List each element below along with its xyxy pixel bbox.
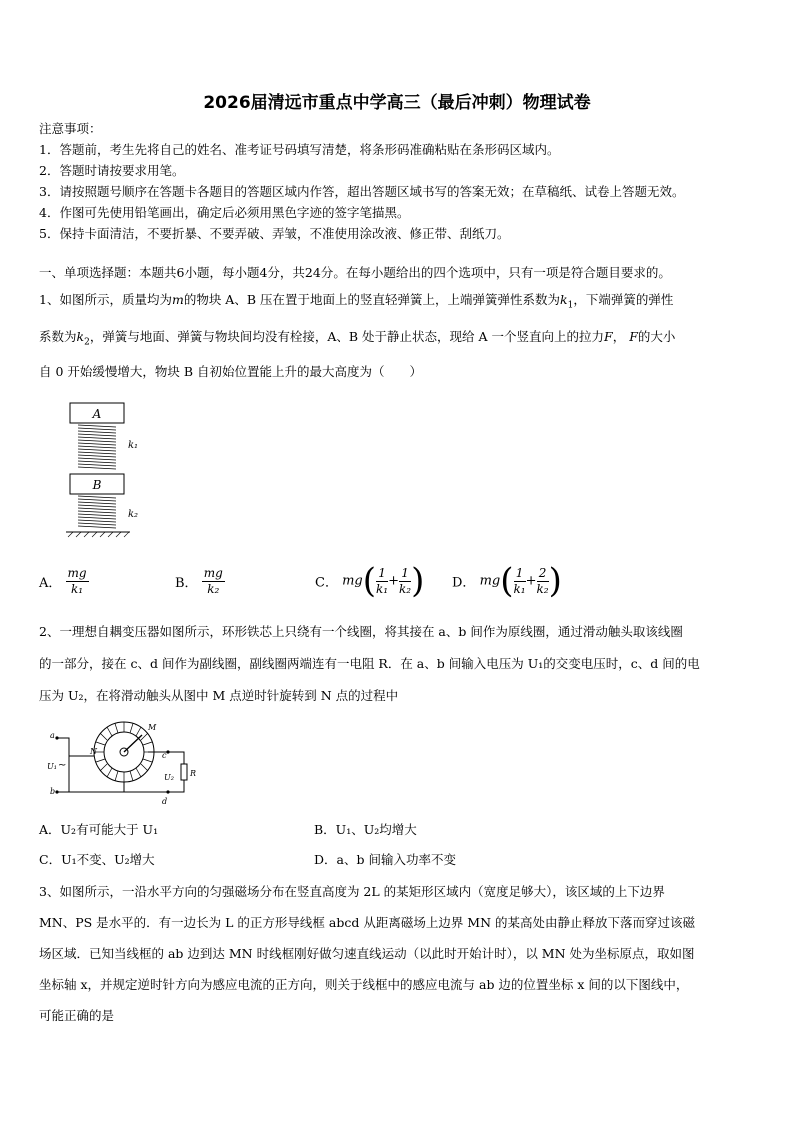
terminal-a-label: a — [50, 731, 55, 740]
q3-line5: 可能正确的是 — [39, 1008, 115, 1023]
q2-line3: 压为 U₂，在将滑动触头从图中 M 点逆时针旋转到 N 点的过程中 — [39, 688, 399, 703]
terminal-b-label: b — [50, 787, 56, 796]
q1-option-a[interactable]: A． $\frac{mg}{\text{k₁}}$ — [39, 566, 87, 596]
q1-line2: 系数为$k_2$，弹簧与地面、弹簧与物块间均没有栓接，A、B 处于静止状态，现给 A 一个竖直向上的拉力F， F的大小 — [39, 329, 676, 348]
notice-item: 3．请按照题号顺序在答题卡各题目的答题区域内作答，超出答题区域书写的答案无效；在草稿纸、试卷上答题无效。 — [39, 184, 685, 199]
q3-line1: 3、如图所示，一沿水平方向的匀强磁场分布在竖直高度为 2L 的某矩形区域内（宽度足够大），该区域的上下边界 — [39, 884, 665, 899]
q3-line3: 场区域．已知当线框的 ab 边到达 MN 时线框刚好做匀速直线运动（以此时开始计时），以 MN 处为坐标原点，取如图 — [39, 946, 695, 961]
terminal-d-label: d — [162, 797, 168, 806]
point-m-label: M — [148, 723, 157, 732]
q1-option-d[interactable]: D． mg( $\frac{1}{\text{k₁}}$ + $\frac{2}{\text{k₂}}$ ) — [452, 561, 562, 601]
spring-k2-label: k₂ — [128, 509, 139, 520]
point-n-label: N — [90, 747, 97, 756]
page-title: 2026届清远市重点中学高三（最后冲刺）物理试卷 — [203, 93, 591, 113]
u2-label: U₂ — [164, 773, 174, 782]
u1-label: U₁ — [47, 762, 57, 771]
q1-option-c[interactable]: C． mg( $\frac{1}{\text{k₁}}$ + $\frac{1}{\text{k₂}}$ ) — [315, 561, 425, 601]
q1-line3: 自 0 开始缓慢增大，物块 B 自初始位置能上升的最大高度为（ ） — [39, 364, 423, 379]
notice-item: 1．答题前，考生先将自己的姓名、准考证号码填写清楚，将条形码准确粘贴在条形码区域内。 — [39, 142, 560, 157]
spring-blocks-figure — [62, 400, 162, 540]
q2-option-c[interactable]: C．U₁不变、U₂增大 — [39, 852, 155, 867]
q1-option-b[interactable]: B． $\frac{mg}{\text{k₂}}$ — [175, 566, 223, 596]
block-b-label: B — [92, 478, 102, 492]
q2-option-a[interactable]: A．U₂有可能大于 U₁ — [39, 822, 159, 837]
q1-line1: 1、如图所示，质量均为m的物块 A、B 压在置于地面上的竖直轻弹簧上，上端弹簧弹性系数为$k_1$，下端弹簧的弹性 — [39, 292, 674, 311]
notice-item: 5．保持卡面清洁，不要折暴、不要弄破、弄皱，不准使用涂改液、修正带、刮纸刀。 — [39, 226, 510, 241]
q3-line4: 坐标轴 x，并规定逆时针方向为感应电流的正方向，则关于线框中的感应电流与 ab 边的位置坐标 x 间的以下图线中， — [39, 977, 689, 992]
ac-symbol: ~ — [58, 760, 67, 771]
terminal-c-label: c — [162, 751, 167, 760]
notice-item: 4．作图可先使用铅笔画出，确定后必须用黑色字迹的签字笔描黑。 — [39, 205, 410, 220]
q2-option-d[interactable]: D．a、b 间输入功率不变 — [314, 852, 456, 867]
notice-item: 2．答题时请按要求用笔。 — [39, 163, 185, 178]
q2-option-b[interactable]: B．U₁、U₂均增大 — [314, 822, 417, 837]
block-a-label: A — [92, 407, 102, 421]
q3-line2: MN、PS 是水平的．有一边长为 L 的正方形导线框 abcd 从距离磁场上边界 MN 的某高处由静止释放下落而穿过该磁 — [39, 915, 696, 930]
notice-heading: 注意事项： — [39, 121, 102, 136]
section-heading: 一、单项选择题：本题共6小题，每小题4分，共24分。在每小题给出的四个选项中，只有一项是符合题目要求的。 — [39, 265, 671, 280]
resistor-label: R — [190, 769, 197, 778]
q2-line2: 的一部分，接在 c、d 间作为副线圈，副线圈两端连有一电阻 R．在 a、b 间输入电压为 U₁的交变电压时，c、d 间的电 — [39, 656, 700, 671]
spring-k1-label: k₁ — [128, 440, 139, 451]
q2-line1: 2、一理想自耦变压器如图所示，环形铁芯上只绕有一个线圈，将其接在 a、b 间作为原线圈，通过滑动触头取该线圈 — [39, 624, 683, 639]
transformer-figure — [44, 716, 204, 808]
